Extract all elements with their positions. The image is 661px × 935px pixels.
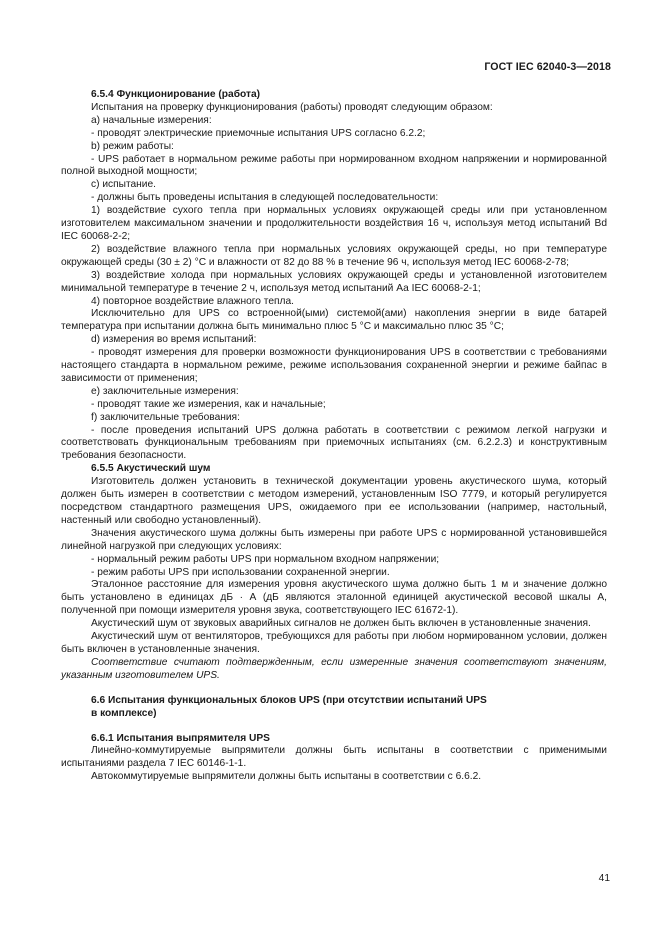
paragraph: - нормальный режим работы UPS при нормальном входном напряжении; [91,553,440,565]
spacer [61,683,607,695]
page-header: ГОСТ IEC 62040-3—2018 [484,61,611,73]
subsection-heading: 6.5.5 Акустический шум [91,463,211,475]
paragraph: - проводят электрические приемочные испытания UPS согласно 6.2.2; [91,127,426,139]
paragraph: b) режим работы: [91,140,174,152]
paragraph: Испытания на проверку функционирования (работы) проводят следующим образом: [91,101,493,113]
spacer [61,721,607,733]
paragraph: c) испытание. [91,179,156,191]
section-heading: в комплексе) [91,707,157,719]
paragraph: - должны быть проведены испытания в следующей последовательности: [91,192,439,204]
subsection-heading: 6.6.1 Испытания выпрямителя UPS [91,732,270,744]
document-body [61,89,607,784]
section-heading: 6.6 Испытания функциональных блоков UPS (при отсутствии испытаний UPS [91,694,487,706]
paragraph: f) заключительные требования: [91,411,240,423]
paragraph: 4) повторное воздействие влажного тепла. [91,295,294,307]
subsection-heading: 6.5.4 Функционирование (работа) [91,89,261,100]
paragraph: Эталонное расстояние для измерения уровня акустического шума должно быть 1 м и значение должно быть установлено в единицах дБ · А (дБ являются эталонной единицей акустической весовой шкалы А, полученной при помощи измерителя уровня звука, соответствующего IEC 61672-1). [61,579,607,617]
paragraph: a) начальные измерения: [91,114,212,126]
paragraph: Значения акустического шума должны быть измерены при работе UPS с нормированной установившейся линейной нагрузкой при следующих условиях: [61,527,607,552]
paragraph: - после проведения испытаний UPS должна работать в соответствии с режимом легкой нагрузки и соответствовать функциональным требованиям при приемочных испытаниях (см. 6.2.2.3) и конструктивным требования безопасности. [61,424,607,462]
paragraph: Изготовитель должен установить в технической документации уровень акустического шума, который должен быть измерен в соответствии с методом измерений, установленным ISO 7779, и который регулируется посредством стандартного размещения UPS, ожидаемого при ее использовании (например, настольный, настенный или свободно установленный). [61,476,607,526]
paragraph: 3) воздействие холода при нормальных условиях окружающей среды и установленной изготовителем минимальной температуре в течение 2 ч, используя метод испытаний Аа IEC 60068-2-1; [61,269,607,294]
paragraph: - режим работы UPS при использовании сохраненной энергии. [91,566,390,578]
paragraph: 1) воздействие сухого тепла при нормальных условиях окружающей среды или при установленном изготовителем максимальном значении и продолжительности воздействия 16 ч, используя метод испытаний Bd IEC 60068-2-2; [61,205,607,242]
paragraph: Линейно-коммутируемые выпрямители должны быть испытаны в соответствии с применимыми испытаниями раздела 7 IEC 60146-1-1. [61,745,607,770]
paragraph: Акустический шум от звуковых аварийных сигналов не должен быть включен в установленные значения. [91,618,591,630]
paragraph: Акустический шум от вентиляторов, требующихся для работы при любом нормированном условии, должен быть включен в установленные значения. [61,631,607,655]
paragraph: Исключительно для UPS со встроенной(ыми) системой(ами) накопления энергии в виде батарей температура при испытании должна быть минимально плюс 5 °С и максимально плюс 35 °С; [61,308,607,333]
paragraph: - проводят такие же измерения, как и начальные; [91,398,326,410]
paragraph: d) измерения во время испытаний: [91,334,257,346]
paragraph: Автокоммутируемые выпрямители должны быть испытаны в соответствии с 6.6.2. [91,771,482,783]
paragraph: - проводят измерения для проверки возможности функционирования UPS в соответствии с требованиями настоящего стандарта в нормальном режиме, режиме использования сохраненной энергии и режиме байпас в зависимости от применения; [61,347,607,384]
paragraph: - UPS работает в нормальном режиме работы при нормированном входном напряжении и нормированной полной выходной мощности; [61,153,607,178]
page-number: 41 [598,873,610,884]
paragraph: e) заключительные измерения: [91,385,239,397]
compliance-note: Соответствие считают подтвержденным, если измеренные значения соответствуют значениям, указанным изготовителем UPS. [61,656,607,681]
paragraph: 2) воздействие влажного тепла при нормальных условиях окружающей среды, но при температуре окружающей среды (30 ± 2) °С и влажности от 82 до 88 % в течение 96 ч, используя метод IEC 60068-2-78; [61,243,607,268]
